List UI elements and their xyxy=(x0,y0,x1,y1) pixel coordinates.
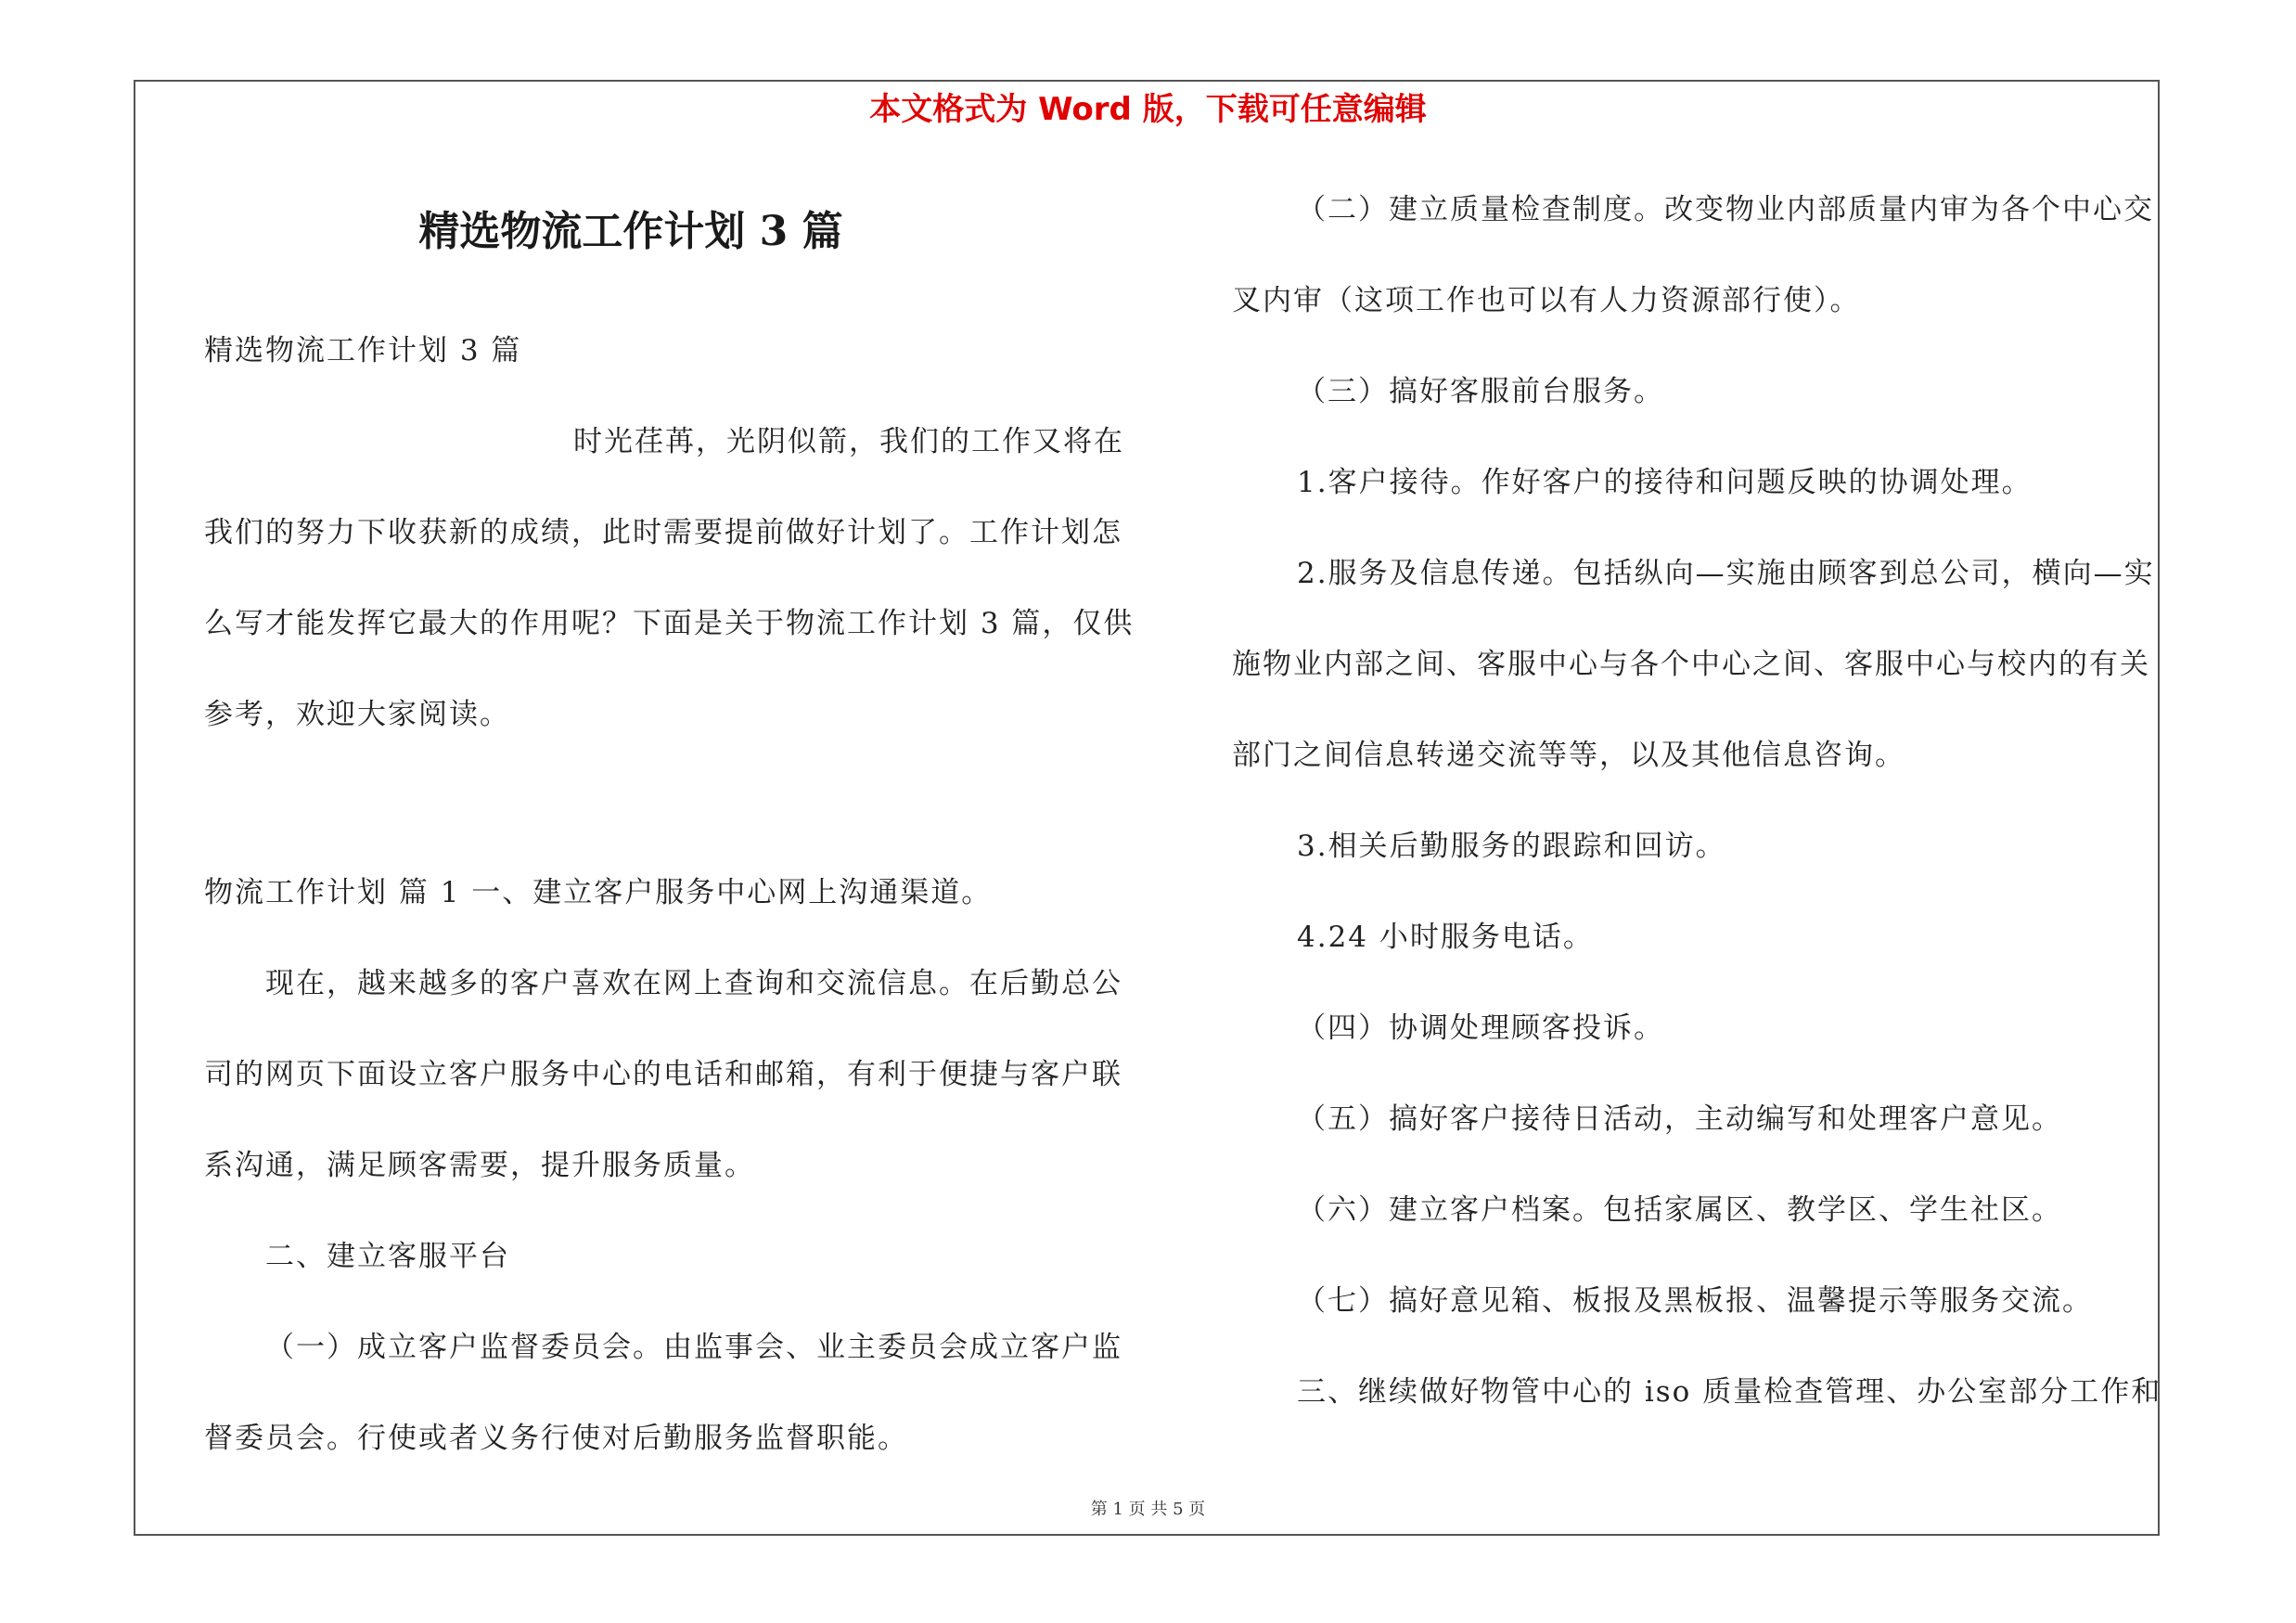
paragraph-line: 司的网页下面设立客户服务中心的电话和邮箱，有利于便捷与客户联 xyxy=(204,1058,1122,1091)
paragraph-line: （一）成立客户监督委员会。由监事会、业主委员会成立客户监 xyxy=(265,1331,1122,1364)
paragraph-line: （六）建立客户档案。包括家属区、教学区、学生社区。 xyxy=(1297,1193,2062,1227)
page-number-footer: 第 1 页 共 5 页 xyxy=(1090,1500,1206,1519)
paragraph-line: （三）搞好客服前台服务。 xyxy=(1297,375,1664,408)
paragraph-line: 现在，越来越多的客户喜欢在网上查询和交流信息。在后勤总公 xyxy=(265,967,1122,1000)
paragraph-line: 么写才能发挥它最大的作用呢？下面是关于物流工作计划 3 篇，仅供 xyxy=(204,607,1135,640)
paragraph-line: （五）搞好客户接待日活动，主动编写和处理客户意见。 xyxy=(1297,1102,2062,1136)
subtitle-line: 精选物流工作计划 3 篇 xyxy=(204,334,522,367)
document-title: 精选物流工作计划 3 篇 xyxy=(418,208,843,255)
paragraph-line: 三、继续做好物管中心的 iso 质量检查管理、办公室部分工作和 xyxy=(1297,1375,2162,1409)
paragraph-line: 4.24 小时服务电话。 xyxy=(1297,921,1594,954)
paragraph-line: 施物业内部之间、客服中心与各个中心之间、客服中心与校内的有关 xyxy=(1232,648,2150,681)
paragraph-line: 2.服务及信息传递。包括纵向—实施由顾客到总公司，横向—实 xyxy=(1297,557,2155,590)
paragraph-line: 叉内审（这项工作也可以有人力资源部行使）。 xyxy=(1232,284,1861,317)
paragraph-line: 我们的努力下收获新的成绩，此时需要提前做好计划了。工作计划怎 xyxy=(204,516,1122,549)
paragraph-line: 时光荏苒，光阴似箭，我们的工作又将在 xyxy=(573,425,1124,458)
paragraph-line: 二、建立客服平台 xyxy=(265,1240,510,1273)
paragraph-line: 部门之间信息转递交流等等，以及其他信息咨询。 xyxy=(1232,739,1905,772)
paragraph-line: （七）搞好意见箱、板报及黑板报、温馨提示等服务交流。 xyxy=(1297,1284,2093,1318)
paragraph-line: 参考，欢迎大家阅读。 xyxy=(204,698,510,731)
paragraph-line: （二）建立质量检查制度。改变物业内部质量内审为各个中心交 xyxy=(1297,193,2154,226)
editable-notice-banner: 本文格式为 Word 版，下载可任意编辑 xyxy=(869,91,1427,128)
paragraph-line: 1.客户接待。作好客户的接待和问题反映的协调处理。 xyxy=(1297,466,2033,499)
paragraph-line: 3.相关后勤服务的跟踪和回访。 xyxy=(1297,830,1726,863)
paragraph-line: 系沟通，满足顾客需要，提升服务质量。 xyxy=(204,1149,755,1182)
section-heading-line: 物流工作计划 篇 1 一、建立客户服务中心网上沟通渠道。 xyxy=(204,876,993,909)
paragraph-line: 督委员会。行使或者义务行使对后勤服务监督职能。 xyxy=(204,1422,908,1455)
paragraph-line: （四）协调处理顾客投诉。 xyxy=(1297,1011,1664,1045)
